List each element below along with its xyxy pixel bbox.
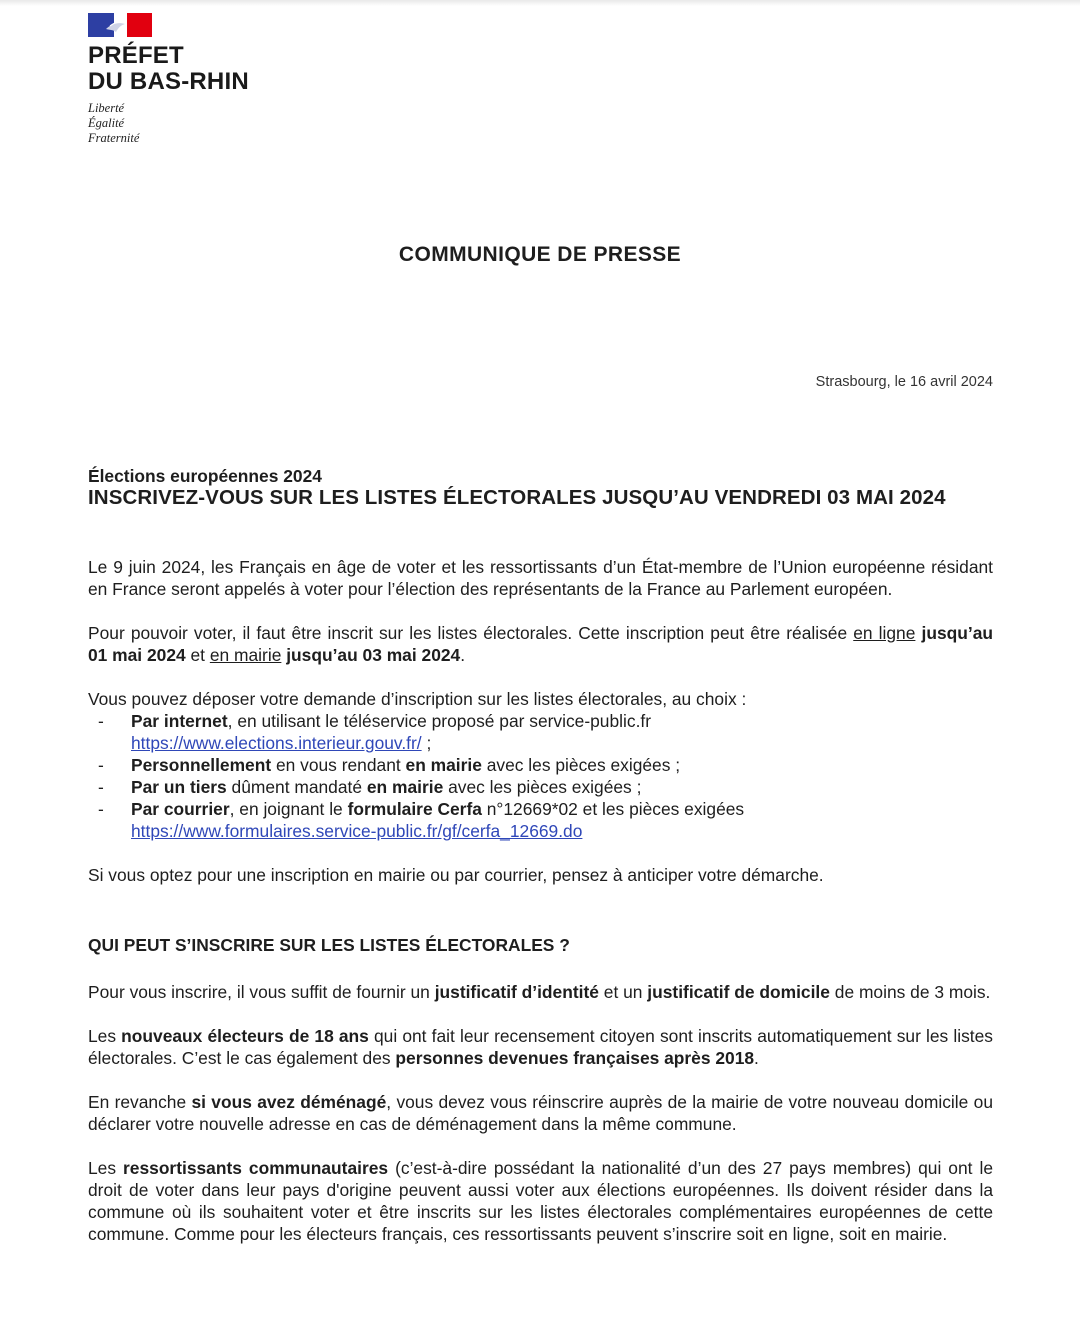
marianne-flag-logo xyxy=(88,13,152,37)
deadline-mairie: jusqu’au 03 mai 2024 xyxy=(286,645,461,665)
text-span: dûment mandaté xyxy=(226,777,367,797)
text-span: en vous rendant xyxy=(271,755,406,775)
text-span: avec les pièces exigées ; xyxy=(443,777,642,797)
intro-paragraph: Le 9 juin 2024, les Français en âge de voter et les ressortissants d’un État-membre de l’Union européenne résidant en France seront appelés à voter pour l’élection des représentants de la France au Parlement européen. xyxy=(88,557,993,599)
text-span: (c’est-à-dire possédant la nationalité d’un des 27 pays membres) qui ont le droit de voter dans leur pays d'origine peuvent aussi voter aux élections européennes. Ils doivent résider dans la commune où ils souhaitent voter et être inscrits sur les listes électorales complémentaires européennes de cette commune. Comme pour les électeurs français, ces ressortissants peuvent s’inscrire soit en ligne, soit en mairie. xyxy=(88,1158,993,1244)
paragraph-justificatifs xyxy=(88,981,993,1003)
republic-motto xyxy=(88,101,249,146)
text-span: En revanche xyxy=(88,1092,192,1112)
document-type-title: COMMUNIQUE DE PRESSE xyxy=(398,243,682,266)
list-dash: - xyxy=(98,799,104,819)
list-dash: - xyxy=(98,711,104,731)
registration-methods-list xyxy=(88,710,993,842)
bold-demenage: si vous avez déménagé xyxy=(191,1092,387,1112)
method-personnellement: Personnellement xyxy=(131,755,272,775)
text-span: Pour pouvoir voter, il faut être inscrit sur les listes électorales. Cette inscription peut être réalisée xyxy=(88,623,854,643)
logo-line-2: DU BAS-RHIN xyxy=(88,68,249,95)
bold-formulaire-cerfa: formulaire Cerfa xyxy=(347,799,482,819)
method-courrier: Par courrier xyxy=(131,799,230,819)
text-span: . xyxy=(460,645,466,665)
bold-personnes-devenues-francaises: personnes devenues françaises après 2018 xyxy=(395,1048,755,1068)
choices-intro: Vous pouvez déposer votre demande d’inscription sur les listes électorales, au choix : xyxy=(88,689,747,709)
bold-justificatif-identite: justificatif d’identité xyxy=(434,982,599,1002)
method-internet: Par internet xyxy=(131,711,228,731)
prefecture-logo xyxy=(88,13,249,146)
text-span: n°12669*02 et les pièces exigées xyxy=(481,799,745,819)
bold-en-mairie: en mairie xyxy=(366,777,444,797)
list-dash: - xyxy=(98,755,104,775)
text-span: avec les pièces exigées ; xyxy=(481,755,681,775)
elections-link[interactable]: https://www.elections.interieur.gouv.fr/ xyxy=(131,733,422,753)
anticipation-note: Si vous optez pour une inscription en mairie ou par courrier, pensez à anticiper votre démarche. xyxy=(88,865,824,885)
en-ligne-underlined: en ligne xyxy=(853,623,916,643)
list-item-courrier xyxy=(88,798,993,842)
press-release-body xyxy=(88,465,993,1245)
bold-justificatif-domicile: justificatif de domicile xyxy=(647,982,830,1002)
paragraph-new-voters xyxy=(88,1025,993,1069)
section-heading-who-can-register: QUI PEUT S’INSCRIRE SUR LES LISTES ÉLECTORALES ? xyxy=(88,935,570,955)
text-span: Les xyxy=(88,1158,124,1178)
paragraph-moved xyxy=(88,1091,993,1135)
motto-egalite: Égalité xyxy=(88,116,125,130)
text-span: et xyxy=(185,645,210,665)
list-dash: - xyxy=(98,777,104,797)
motto-fraternite: Fraternité xyxy=(88,131,140,145)
text-span: de moins de 3 mois. xyxy=(829,982,991,1002)
motto-liberte: Liberté xyxy=(88,101,125,115)
text-span: . xyxy=(754,1048,759,1068)
text-span: , vous devez vous réinscrire auprès de la mairie de votre nouveau domicile ou déclarer votre nouvelle adresse en cas de déménagement dans la même commune. xyxy=(88,1092,993,1134)
page-edge-shadow xyxy=(0,0,1080,6)
bold-en-mairie: en mairie xyxy=(405,755,482,775)
bold-nouveaux-electeurs: nouveaux électeurs de 18 ans xyxy=(121,1026,369,1046)
method-tiers: Par un tiers xyxy=(131,777,227,797)
text-span: Les xyxy=(88,1026,122,1046)
cerfa-link[interactable]: https://www.formulaires.service-public.fr/gf/cerfa_12669.do xyxy=(131,821,583,841)
paragraph-eu-citizens xyxy=(88,1157,993,1245)
logo-line-1: PRÉFET xyxy=(88,42,184,69)
date-line: Strasbourg, le 16 avril 2024 xyxy=(815,374,993,390)
deadline-online: jusqu’au 01 mai 2024 xyxy=(88,623,993,665)
text-span: qui ont fait leur recensement citoyen sont inscrits automatiquement sur les listes électorales. C’est le cas également des xyxy=(88,1026,994,1068)
bold-ressortissants-communautaires: ressortissants communautaires xyxy=(123,1158,389,1178)
list-item-personnellement xyxy=(88,754,993,776)
headline: INSCRIVEZ-VOUS SUR LES LISTES ÉLECTORALES JUSQU’AU VENDREDI 03 MAI 2024 xyxy=(88,486,946,509)
paragraph-deadlines xyxy=(88,622,993,666)
text-span: Pour vous inscrire, il vous suffit de fournir un xyxy=(88,982,435,1002)
en-mairie-underlined: en mairie xyxy=(209,645,282,665)
text-span: , en utilisant le téléservice proposé par service-public.fr xyxy=(227,711,652,731)
text-span: et un xyxy=(598,982,648,1002)
list-item-tiers xyxy=(88,776,993,798)
text-span: ; xyxy=(421,733,432,753)
subject-line: Élections européennes 2024 xyxy=(88,466,322,486)
text-span: , en joignant le xyxy=(229,799,348,819)
list-item-internet xyxy=(88,710,993,754)
